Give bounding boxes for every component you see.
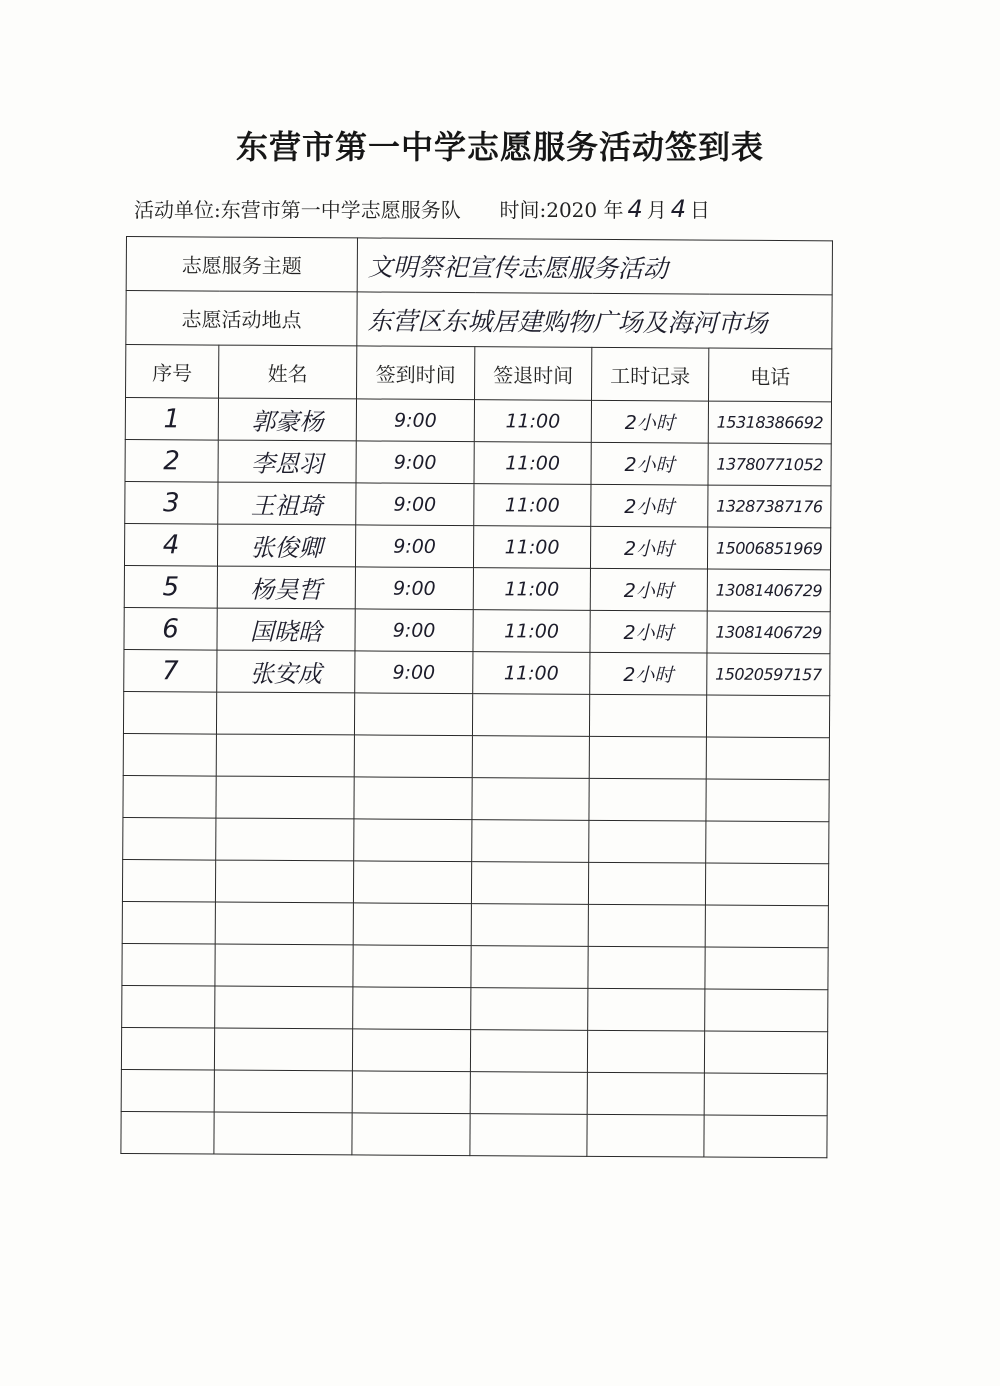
row-sign-in (353, 861, 471, 904)
row-name (216, 776, 354, 819)
row-seq (123, 733, 216, 776)
row-sign-out (471, 862, 588, 905)
column-header-phone: 电话 (709, 348, 832, 402)
row-phone: 15006851969 (707, 527, 830, 570)
row-sign-in: 9:00 (355, 525, 473, 568)
row-sign-out (471, 946, 588, 989)
row-hours (588, 946, 705, 989)
row-sign-in (354, 777, 472, 820)
row-sign-out (472, 694, 589, 737)
table-row (124, 565, 830, 611)
row-sign-out (470, 1114, 587, 1157)
table-row (121, 1111, 827, 1157)
row-phone (706, 695, 829, 738)
table-row (124, 649, 830, 695)
row-hours (588, 862, 705, 905)
day-value: 4 (670, 195, 687, 223)
unit-label: 活动单位: (134, 198, 221, 222)
row-hours (587, 1114, 704, 1157)
activity-info-line (134, 194, 710, 223)
row-seq (123, 691, 216, 734)
row-sign-in (352, 1029, 470, 1072)
row-hours (589, 820, 706, 863)
row-name: 郭豪杨 (218, 398, 356, 441)
table-row (123, 775, 829, 821)
row-name (216, 734, 354, 777)
row-phone: 15318386692 (708, 401, 831, 444)
row-seq: 4 (124, 523, 217, 566)
row-seq (122, 859, 215, 902)
row-sign-out (472, 736, 589, 779)
row-sign-out: 11:00 (474, 484, 591, 527)
row-phone (706, 737, 829, 780)
row-seq (123, 817, 216, 860)
column-header-row (126, 345, 832, 402)
row-sign-in (354, 693, 472, 736)
row-name (215, 902, 353, 945)
location-row (126, 291, 832, 349)
row-name (215, 860, 353, 903)
row-name: 李恩羽 (218, 440, 356, 483)
theme-row (126, 237, 832, 295)
row-seq: 1 (125, 398, 218, 441)
theme-value: 文明祭祀宣传志愿服务活动 (357, 238, 832, 295)
row-sign-in (354, 735, 472, 778)
row-sign-out (470, 1030, 587, 1073)
row-hours: 2小时 (590, 652, 707, 695)
table-row (122, 985, 828, 1031)
column-header-sign-in: 签到时间 (357, 346, 475, 400)
row-sign-in: 9:00 (356, 441, 474, 484)
theme-label: 志愿服务主题 (126, 237, 357, 292)
signin-table (120, 236, 833, 1158)
row-name: 国晓晗 (217, 608, 355, 651)
row-seq (121, 1111, 214, 1154)
month-unit: 月 (646, 198, 667, 222)
row-sign-out: 11:00 (474, 400, 591, 443)
table-row (122, 901, 828, 947)
row-hours: 2小时 (591, 442, 708, 485)
table-row (124, 523, 830, 569)
row-name: 张安成 (217, 650, 355, 693)
row-hours: 2小时 (590, 610, 707, 653)
row-name: 张俊卿 (217, 524, 355, 567)
table-row (121, 1027, 827, 1073)
row-hours: 2小时 (591, 484, 708, 527)
year-value: 2020 (546, 198, 598, 222)
row-seq: 7 (124, 649, 217, 692)
row-phone (704, 1115, 827, 1158)
table-row (122, 859, 828, 905)
row-hours: 2小时 (591, 400, 708, 443)
column-header-seq: 序号 (126, 345, 219, 399)
row-hours: 2小时 (590, 568, 707, 611)
row-name (214, 1028, 352, 1071)
row-seq (122, 901, 215, 944)
row-sign-in (352, 1113, 470, 1156)
table-row (122, 943, 828, 989)
row-sign-in: 9:00 (356, 399, 474, 442)
unit-value: 东营市第一中学志愿服务队 (220, 198, 461, 222)
row-sign-in (353, 903, 471, 946)
row-name (214, 1070, 352, 1113)
column-header-name: 姓名 (219, 345, 357, 399)
row-sign-in (354, 819, 472, 862)
row-sign-out (470, 1072, 587, 1115)
row-sign-in: 9:00 (356, 483, 474, 526)
row-sign-in (353, 987, 471, 1030)
row-seq (121, 1027, 214, 1070)
table-row (123, 733, 829, 779)
row-phone (705, 863, 828, 906)
row-name (214, 1112, 352, 1155)
table-row (125, 439, 831, 485)
year-unit: 年 (603, 198, 624, 222)
table-row (124, 607, 830, 653)
table-row (123, 817, 829, 863)
row-phone: 13081406729 (707, 569, 830, 612)
row-seq (122, 943, 215, 986)
row-seq (122, 985, 215, 1028)
row-seq: 5 (124, 565, 217, 608)
day-unit: 日 (690, 198, 711, 222)
row-hours (587, 1072, 704, 1115)
row-hours (589, 736, 706, 779)
row-sign-out: 11:00 (473, 610, 590, 653)
row-phone (705, 947, 828, 990)
row-phone (706, 779, 829, 822)
table-row (123, 691, 829, 737)
row-hours (588, 988, 705, 1031)
row-seq: 6 (124, 607, 217, 650)
row-phone (706, 821, 829, 864)
row-phone: 13081406729 (707, 611, 830, 654)
row-sign-out: 11:00 (474, 442, 591, 485)
row-name: 杨昊哲 (217, 566, 355, 609)
row-sign-in (353, 945, 471, 988)
table-row (125, 398, 831, 444)
row-name (215, 986, 353, 1029)
row-seq: 3 (125, 481, 218, 524)
row-sign-in: 9:00 (355, 567, 473, 610)
row-sign-out: 11:00 (473, 652, 590, 695)
row-sign-in: 9:00 (355, 651, 473, 694)
row-sign-in: 9:00 (355, 609, 473, 652)
row-sign-out (471, 904, 588, 947)
row-name (216, 818, 354, 861)
row-phone (705, 989, 828, 1032)
row-name: 王祖琦 (218, 482, 356, 525)
column-header-sign-out: 签退时间 (475, 347, 592, 401)
row-seq (123, 775, 216, 818)
row-hours: 2小时 (590, 526, 707, 569)
row-seq: 2 (125, 439, 218, 482)
row-sign-in (352, 1071, 470, 1114)
row-hours (589, 778, 706, 821)
row-name (216, 692, 354, 735)
row-phone (704, 1031, 827, 1074)
table-row (121, 1069, 827, 1115)
column-header-hours: 工时记录 (592, 347, 709, 401)
row-phone: 13287387176 (708, 485, 831, 528)
row-sign-out (471, 988, 588, 1031)
row-phone (704, 1073, 827, 1116)
table-row (125, 481, 831, 527)
location-label: 志愿活动地点 (126, 291, 357, 346)
row-hours (589, 694, 706, 737)
row-phone (705, 905, 828, 948)
row-sign-out: 11:00 (473, 568, 590, 611)
location-value: 东营区东城居建购物广场及海河市场 (357, 292, 832, 349)
row-sign-out: 11:00 (473, 526, 590, 569)
row-sign-out (472, 778, 589, 821)
row-phone: 13780771052 (708, 443, 831, 486)
row-seq (121, 1069, 214, 1112)
month-value: 4 (627, 195, 643, 223)
page-title: 东营市第一中学志愿服务活动签到表 (235, 128, 764, 166)
row-hours (588, 904, 705, 947)
row-name (215, 944, 353, 987)
time-label: 时间: (499, 198, 547, 222)
row-phone: 15020597157 (707, 653, 830, 696)
row-hours (587, 1030, 704, 1073)
row-sign-out (472, 820, 589, 863)
